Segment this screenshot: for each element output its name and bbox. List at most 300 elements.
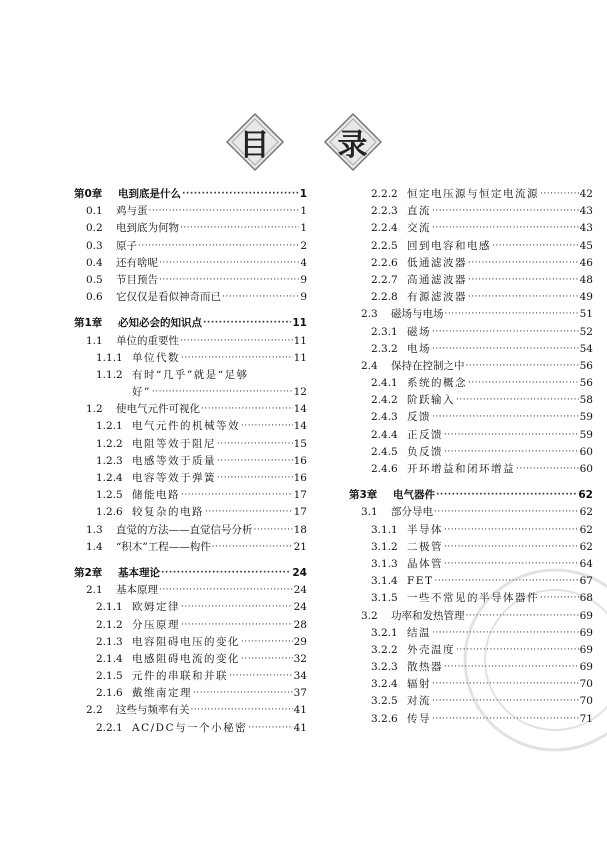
toc-leader-dots [181,487,293,504]
toc-entry[interactable] [74,582,307,599]
toc-entry-number: 0.6 [86,291,103,304]
toc-entry-title: 高通滤波器 [407,273,467,286]
toc-entry-number: 2.3.2 [371,342,398,355]
toc-entry-title: 好” [132,386,151,399]
toc-leader-dots [149,203,300,220]
toc-entry-number: 2.4.4 [371,428,398,441]
toc-entry[interactable] [74,418,307,435]
toc-entry-title: 低通滤波器 [407,256,467,269]
toc-page-number: 62 [579,540,593,553]
toc-page-number: 12 [293,386,307,399]
toc-page-number: 69 [579,661,593,674]
toc-page-number: 11 [293,334,307,347]
toc-page-number: 71 [579,712,593,725]
toc-entry-title: 磁场与电场 [391,308,444,321]
toc-entry-title: 恒定电压源与恒定电流源 [407,188,539,200]
toc-entry[interactable] [349,642,593,659]
toc-page-number: 62 [579,506,593,519]
toc-entry-number: 2.4.2 [371,394,398,407]
toc-page-number: 32 [293,652,307,665]
toc-page-number: 48 [579,273,593,286]
toc-entry-title: 正反馈 [407,428,443,441]
toc-entry-title: 储能电路 [132,489,180,502]
toc-entry[interactable] [349,324,593,341]
toc-entry-number: 2.4.3 [371,411,398,424]
toc-entry[interactable] [349,341,593,358]
toc-entry-title: 电气元件的机械等效 [132,420,240,433]
toc-leader-dots [159,272,299,289]
toc-page-number: 11 [292,317,307,330]
toc-page-number: 15 [293,437,307,450]
toc-leader-dots [181,617,293,634]
toc-entry-number: 1.2.1 [96,420,123,433]
toc-entry-title: AC/DC与一个小秘密 [132,721,248,734]
toc-entry[interactable] [349,375,593,392]
toc-entry[interactable] [74,453,307,470]
toc-entry-title: 单位的重要性 [116,334,179,347]
toc-leader-dots [540,186,579,203]
toc-leader-dots [492,238,579,255]
toc-entry-number: 2.2 [86,704,103,717]
toc-entry-number: 2.1.2 [96,618,123,631]
toc-leader-dots [191,702,293,719]
toc-entry[interactable] [349,358,593,375]
toc-leader-dots [241,634,293,651]
toc-entry-title: 系统的概念 [407,377,467,390]
toc-leader-dots [254,522,293,539]
toc-entry-number: 2.4 [361,359,378,372]
toc-entry-title: 这些与频率有关 [116,704,190,717]
toc-entry[interactable] [74,522,307,539]
toc-leader-dots [444,659,579,676]
toc-page-number: 56 [579,377,593,390]
toc-entry[interactable] [349,693,593,710]
toc-entry-number: 2.2.6 [371,256,398,269]
toc-leader-dots [181,350,293,367]
toc-leader-dots [229,668,293,685]
toc-page-number: 51 [579,308,593,321]
toc-entry[interactable] [74,272,307,289]
toc-entry-number: 1.2.3 [96,454,123,467]
toc-page-number: 68 [579,592,593,605]
toc-page-number: 43 [579,222,593,235]
toc-entry[interactable] [74,333,307,350]
toc-entry-number: 0.1 [86,205,103,218]
toc-entry-title: 它仅仅是看似神奇而已 [116,291,221,304]
toc-entry-title: 单位代数 [132,351,180,364]
toc-entry[interactable] [349,186,593,203]
toc-page-number: 28 [293,618,307,631]
toc-page-number: 54 [579,342,593,355]
toc-page-number: 41 [293,721,307,734]
toc-page-number: 69 [579,643,593,656]
toc-entry[interactable] [74,367,307,384]
toc-entry[interactable] [349,392,593,409]
toc-entry-title: 辐射 [407,678,431,691]
toc-page-number: 67 [579,575,593,588]
toc-entry-number: 2.4.5 [371,445,398,458]
toc-entry[interactable] [349,306,593,323]
toc-leader-dots [201,401,293,418]
toc-page-number: 70 [579,695,593,708]
toc-entry-number: 1.2.6 [96,506,123,519]
toc-leader-dots [516,461,579,478]
toc-entry-title: 开环增益和闭环增益 [407,463,515,475]
toc-entry-title: “积木”工程——构件 [116,540,211,553]
toc-entry[interactable] [74,599,307,616]
toc-leader-dots [138,238,299,255]
toc-leader-dots [456,392,579,409]
toc-entry-number: 3.2.3 [371,661,398,674]
toc-page-number: 60 [579,445,593,458]
toc-entry-title: 反馈 [407,411,431,424]
toc-entry-title: 电容等效于弹簧 [132,472,216,484]
toc-entry-title: 电场 [407,342,431,355]
toc-entry-number: 3.2 [361,609,378,622]
toc-entry[interactable] [349,659,593,676]
toc-entry-title: 原子 [116,239,137,252]
toc-page-number: 4 [300,256,307,269]
toc-page-number: 62 [579,523,593,536]
toc-page-number: 41 [293,704,307,717]
toc-entry-number: 第1章 [74,317,103,330]
toc-entry[interactable] [349,461,593,478]
toc-entry-number: 2.1.1 [96,601,123,614]
toc-entry-number: 2.1.3 [96,635,123,648]
toc-entry-number: 3.1.3 [371,557,398,570]
toc-page-number: 45 [579,239,593,252]
toc-entry-title: 电阻等效于阻尼 [132,437,216,450]
toc-entry[interactable] [74,238,307,255]
toc-entry[interactable] [349,272,593,289]
toc-entry-title: 电容阻碍电压的变化 [132,635,240,648]
toc-entry[interactable] [74,651,307,668]
toc-page-number: 69 [579,626,593,639]
toc-entry[interactable] [74,702,307,719]
toc-entry-title: 二极管 [407,540,443,553]
toc-page-number: 64 [579,557,593,570]
toc-chapter-entry[interactable] [349,487,593,504]
toc-entry[interactable] [74,255,307,272]
toc-page-number: 46 [579,256,593,269]
toc-leader-dots [212,539,293,556]
toc-entry-title: 散热器 [407,661,443,674]
toc-entry-number: 2.4.1 [371,377,398,390]
toc-entry[interactable] [349,289,593,306]
toc-leader-dots [468,255,579,272]
toc-entry[interactable] [349,625,593,642]
toc-leader-dots [180,333,293,350]
toc-leader-dots [432,409,579,426]
toc-entry[interactable] [74,617,307,634]
toc-entry-number: 2.2.2 [371,188,398,200]
toc-entry[interactable] [349,556,593,573]
toc-entry-number: 3.2.2 [371,643,398,656]
toc-entry-title: FET [407,575,434,588]
toc-entry-number: 2.1.6 [96,687,123,700]
toc-page-number: 62 [578,489,593,502]
toc-entry-number: 2.2.8 [371,291,398,304]
toc-entry-title: 负反馈 [407,445,443,458]
toc-page-number: 9 [300,273,307,286]
toc-entry-title: 分压原理 [132,618,180,631]
toc-entry-title: 使电气元件可视化 [116,403,200,416]
toc-entry[interactable] [349,504,593,521]
toc-page-number: 52 [579,325,593,338]
toc-entry[interactable] [74,220,307,237]
toc-page-number: 17 [293,506,307,519]
toc-leader-dots [205,504,293,521]
toc-leader-dots [468,272,579,289]
toc-entry-number: 第3章 [349,489,378,502]
toc-entry-title: 一些不常见的半导体器件 [407,592,539,605]
toc-entry[interactable] [74,634,307,651]
toc-entry[interactable] [349,255,593,272]
toc-leader-dots [222,289,299,306]
toc-entry-title: 功率和发热管理 [391,609,465,622]
toc-entry-number: 3.1.2 [371,540,398,553]
toc-entry-number: 2.2.3 [371,205,398,218]
toc-entry-number: 2.2.1 [96,721,123,734]
toc-entry-number: 1.1 [86,334,103,347]
toc-leader-dots [432,203,579,220]
toc-page-number: 2 [300,239,307,252]
toc-entry-number: 2.3 [361,308,378,321]
toc-entry[interactable] [74,401,307,418]
toc-entry[interactable] [349,590,593,607]
toc-chapter-entry[interactable] [74,565,307,582]
toc-page-number: 9 [300,291,307,304]
toc-entry-title: 电感阻碍电流的变化 [132,652,240,665]
toc-entry[interactable] [74,720,307,737]
toc-entry-number: 3.2.5 [371,695,398,708]
toc-page-number: 59 [579,411,593,424]
toc-entry-title: 较复杂的电路 [132,506,204,519]
toc-entry-title: 回到电容和电感 [407,239,491,252]
toc-entry-number: 1.2 [86,403,103,416]
toc-page-number: 60 [579,463,593,475]
toc-entry-title: 保持在控制之中 [391,359,465,372]
toc-entry-title: 电到底是什么 [118,188,181,200]
toc-entry-title: 直觉的方法——直觉信号分析 [116,523,253,536]
toc-entry-number: 3.1.4 [371,575,398,588]
toc-entry-title: 电到底为何物 [116,222,179,235]
toc-leader-dots [432,693,579,710]
toc-entry-number: 1.1.2 [96,368,123,381]
toc-leader-dots [432,625,579,642]
toc-column-right [349,186,593,728]
toc-leader-dots [444,556,579,573]
toc-entry[interactable] [349,203,593,220]
toc-leader-dots [466,358,579,375]
toc-entry-number: 1.3 [86,523,103,536]
toc-leader-dots [436,487,577,504]
toc-entry-title: 节目预告 [116,273,158,286]
toc-entry-title: 结温 [407,626,431,639]
toc-entry-number: 1.2.2 [96,437,123,450]
toc-page-number: 34 [293,670,307,683]
toc-entry[interactable] [349,238,593,255]
toc-page-number: 18 [293,523,307,536]
toc-leader-dots [444,427,579,444]
toc-page-number: 29 [293,635,307,648]
toc-entry-title: 必知必会的知识点 [118,317,202,330]
toc-entry-title: 阶跃输入 [407,394,455,407]
toc-leader-dots [159,582,293,599]
toc-entry-number: 3.1.1 [371,523,398,536]
toc-entry[interactable] [349,220,593,237]
toc-page-number: 1 [300,222,307,235]
toc-entry[interactable] [74,668,307,685]
toc-entry[interactable] [74,504,307,521]
toc-page-number: 24 [293,584,307,597]
toc-entry-number: 1.4 [86,540,103,553]
toc-entry-number: 2.1 [86,584,103,597]
toc-entry-number: 0.3 [86,239,103,252]
toc-entry-number: 2.2.4 [371,222,398,235]
toc-entry-title: 欧姆定律 [132,601,180,614]
title-diamond-1 [225,112,285,172]
toc-entry-title: 晶体管 [407,557,443,570]
toc-entry-title: 有源滤波器 [407,291,467,304]
toc-page-number: 14 [293,420,307,433]
toc-chapter-entry[interactable] [74,315,307,332]
toc-entry-number: 0.4 [86,256,103,269]
toc-entry[interactable] [349,427,593,444]
toc-leader-dots [456,642,579,659]
toc-entry[interactable] [74,436,307,453]
toc-leader-dots [203,315,291,332]
toc-entry[interactable] [74,685,307,702]
toc-entry-number: 1.2.4 [96,472,123,484]
toc-entry[interactable] [349,608,593,625]
toc-entry[interactable] [74,470,307,487]
toc-page-number: 24 [292,566,307,579]
toc-entry-number: 2.2.7 [371,273,398,286]
toc-entry-number: 2.4.6 [371,463,398,475]
toc-leader-dots [182,186,299,203]
toc-leader-dots [217,453,293,470]
toc-entry-title: 电气器件 [393,489,435,502]
toc-entry-title: 电感等效于质量 [132,454,216,467]
toc-leader-dots [180,220,299,237]
toc-entry-title: 交流 [407,222,431,235]
toc-entry-title: 直流 [407,205,431,218]
toc-leader-dots [248,720,293,737]
toc-entry[interactable] [74,384,307,401]
toc-entry-title: 对流 [407,695,431,708]
toc-leader-dots [444,539,579,556]
toc-leader-dots [468,375,579,392]
toc-entry[interactable] [349,676,593,693]
toc-leader-dots [152,384,293,401]
title-char-1: 目 [239,128,270,163]
toc-page-number: 16 [293,454,307,467]
toc-page-number: 11 [293,351,307,364]
toc-entry-number: 2.2.5 [371,239,398,252]
title-diamond-2 [323,112,383,172]
toc-leader-dots [217,470,293,487]
toc-entry[interactable] [349,444,593,461]
toc-entry[interactable] [74,539,307,556]
toc-page-number: 16 [293,472,307,484]
toc-page-number: 43 [579,205,593,218]
title-char-2: 录 [337,128,368,163]
toc-entry-title: 鸡与蛋 [116,205,148,218]
toc-page-number: 17 [293,489,307,502]
toc-entry[interactable] [349,539,593,556]
toc-entry[interactable] [349,409,593,426]
toc-entry-number: 第2章 [74,566,103,579]
toc-leader-dots [432,711,579,728]
toc-entry-title: 戴维南定理 [132,687,192,700]
toc-page-number: 14 [293,403,307,416]
toc-entry-title: 部分导电 [391,506,433,519]
toc-entry-number: 1.2.5 [96,489,123,502]
toc-entry-number: 2.3.1 [371,325,398,338]
toc-page-number: 56 [579,359,593,372]
toc-leader-dots [432,220,579,237]
toc-leader-dots [445,306,579,323]
toc-leader-dots [444,444,579,461]
toc-leader-dots [432,341,579,358]
toc-page-number: 42 [579,188,593,200]
toc-entry-title: 元件的串联和并联 [132,670,228,683]
toc-entry-title: 还有啥呢 [116,256,158,269]
toc-entry[interactable] [349,573,593,590]
toc-title [0,112,607,174]
toc-entry-title: 传导 [407,712,431,725]
toc-leader-dots [241,418,293,435]
toc-leader-dots [161,565,291,582]
toc-leader-dots [540,590,579,607]
toc-entry-title: 外壳温度 [407,643,455,656]
toc-leader-dots [432,676,579,693]
toc-page-number: 70 [579,678,593,691]
toc-entry-number: 3.2.1 [371,626,398,639]
toc-entry-title: 基本理论 [118,566,160,579]
toc-chapter-entry[interactable] [74,186,307,203]
toc-page-number: 59 [579,428,593,441]
toc-entry[interactable] [349,711,593,728]
toc-page-number: 24 [293,601,307,614]
toc-leader-dots [181,599,293,616]
toc-entry-number: 3.1 [361,506,378,519]
toc-page-number: 69 [579,609,593,622]
toc-entry-title: 磁场 [407,325,431,338]
toc-entry[interactable] [74,487,307,504]
toc-leader-dots [468,289,579,306]
toc-entry[interactable] [74,350,307,367]
toc-entry[interactable] [74,289,307,306]
toc-page-number: 1 [299,188,307,200]
toc-entry-number: 3.2.6 [371,712,398,725]
toc-leader-dots [444,522,579,539]
toc-page-number: 37 [293,687,307,700]
toc-entry[interactable] [349,522,593,539]
toc-entry[interactable] [74,203,307,220]
toc-entry-title: 半导体 [407,523,443,536]
toc-entry-number: 1.1.1 [96,351,123,364]
toc-column-left [74,186,307,737]
toc-entry-number: 2.1.4 [96,652,123,665]
toc-entry-number: 3.1.5 [371,592,398,605]
toc-leader-dots [159,255,299,272]
toc-entry-number: 2.1.5 [96,670,123,683]
toc-entry-number: 0.2 [86,222,103,235]
toc-entry-number: 3.2.4 [371,678,398,691]
toc-entry-number: 0.5 [86,273,103,286]
